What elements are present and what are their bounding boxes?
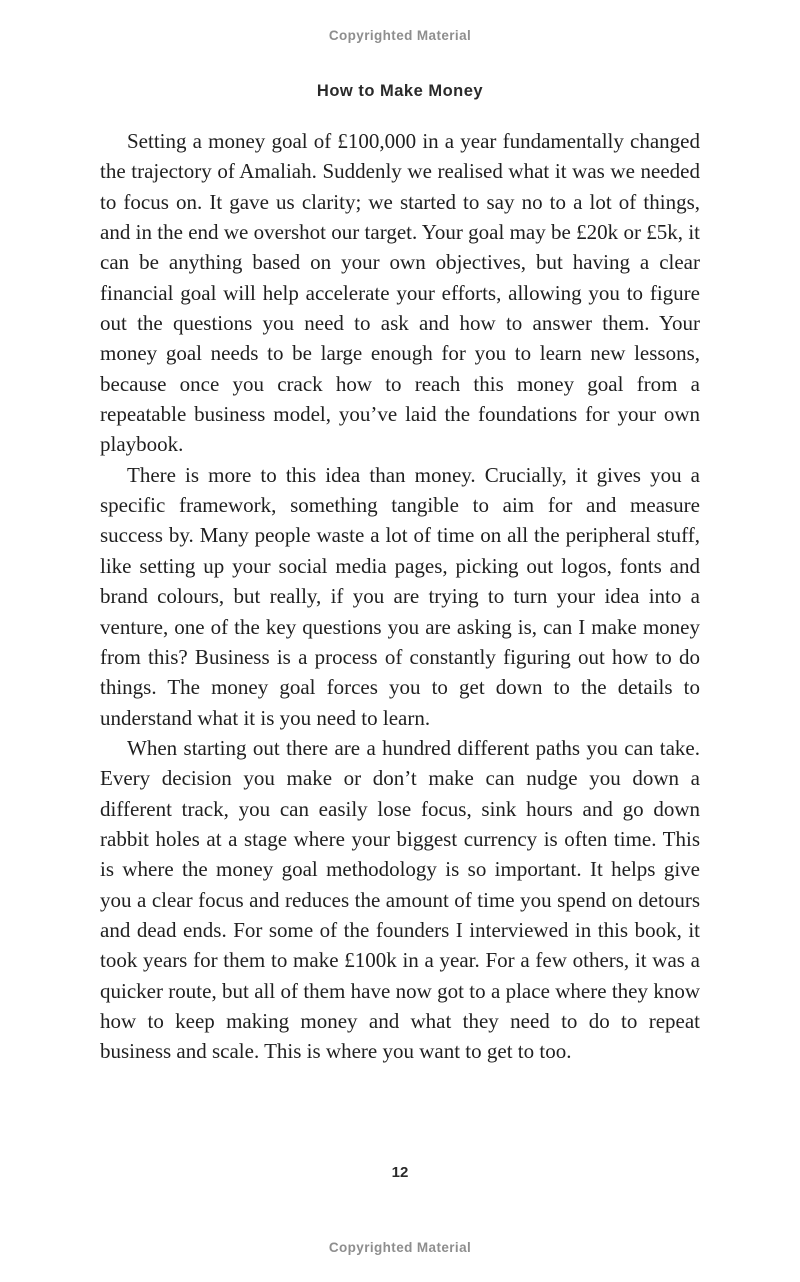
running-head-chapter-title: How to Make Money xyxy=(316,82,484,100)
page-number: 12 xyxy=(391,1164,409,1181)
body-paragraph: When starting out there are a hundred different paths you can take. Every decision you make or don’t make can nudge you down a different track, you can easily lose focus, sink hours and go down rabbit holes at a stage where your biggest currency is often time. This is where the money goal methodology is so important. It helps give you a clear focus and reduces the amount of time you spend on detours and dead ends. For some of the founders I interviewed in this book, it took years for them to make £100k in a year. For a few others, it was a quicker route, but all of them have now got to a place where they know how to keep making money and what they need to do to repeat business and scale. This is where you want to get to too. xyxy=(100,735,700,1064)
body-paragraph: There is more to this idea than money. Crucially, it gives you a specific framework, something tangible to aim for and measure success by. Many people waste a lot of time on all the peripheral stuff, like setting up your social media pages, picking out logos, fonts and brand colours, but really, if you are trying to turn your idea into a venture, one of the key questions you are asking is, can I make money from this? Business is a process of constantly figuring out how to do things. The money goal forces you to get down to the details to understand what it is you need to learn. xyxy=(100,462,700,730)
body-text-block xyxy=(100,126,700,1067)
copyright-notice-bottom: Copyrighted Material xyxy=(328,1240,472,1255)
copyright-notice-top: Copyrighted Material xyxy=(328,28,472,43)
body-paragraph: Setting a money goal of £100,000 in a year fundamentally changed the trajectory of Amaliah. Suddenly we realised what it was we needed to focus on. It gave us clarity; we started to say no to a lot of things, and in the end we overshot our target. Your goal may be £20k or £5k, it can be anything based on your own objectives, but having a clear financial goal will help accelerate your efforts, allowing you to figure out the questions you need to ask and how to answer them. Your money goal needs to be large enough for you to learn new lessons, because once you crack how to reach this money goal from a repeatable business model, you’ve laid the foundations for your own playbook. xyxy=(100,129,700,457)
